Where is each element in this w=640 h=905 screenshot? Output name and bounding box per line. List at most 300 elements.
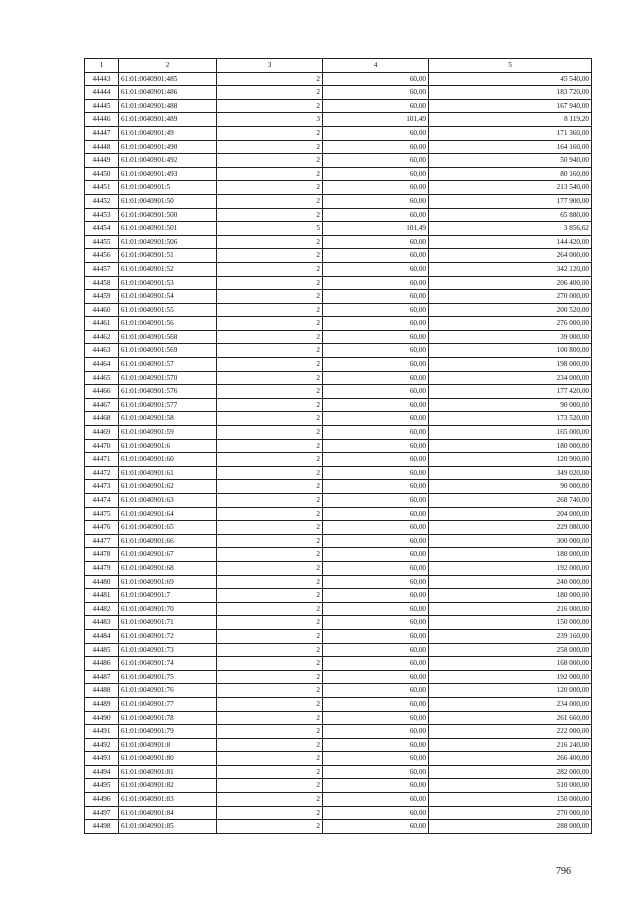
amount-value-cell: 39 000,00 xyxy=(429,330,592,344)
category-code-cell: 2 xyxy=(217,820,323,834)
table-row xyxy=(85,249,592,263)
rate-value-cell: 60,00 xyxy=(323,453,429,467)
rate-value-cell: 60,00 xyxy=(323,99,429,113)
column-header-5: 5 xyxy=(429,59,592,73)
rate-value-cell: 60,00 xyxy=(323,629,429,643)
table-row xyxy=(85,358,592,372)
rate-value-cell: 60,00 xyxy=(323,779,429,793)
cadastral-number-cell: 61:01:0040901:68 xyxy=(119,561,217,575)
amount-value-cell: 150 000,00 xyxy=(429,616,592,630)
cadastral-number-cell: 61:01:0040901:55 xyxy=(119,303,217,317)
category-code-cell: 2 xyxy=(217,194,323,208)
cadastral-number-cell: 61:01:0040901:490 xyxy=(119,140,217,154)
row-number-cell: 44493 xyxy=(85,752,119,766)
column-header-1: 1 xyxy=(85,59,119,73)
amount-value-cell: 222 000,00 xyxy=(429,725,592,739)
amount-value-cell: 276 000,00 xyxy=(429,317,592,331)
rate-value-cell: 60,00 xyxy=(323,194,429,208)
cadastral-number-cell: 61:01:0040901:489 xyxy=(119,113,217,127)
category-code-cell: 2 xyxy=(217,657,323,671)
category-code-cell: 2 xyxy=(217,453,323,467)
amount-value-cell: 192 000,00 xyxy=(429,561,592,575)
row-number-cell: 44472 xyxy=(85,466,119,480)
cadastral-number-cell: 61:01:0040901:493 xyxy=(119,167,217,181)
category-code-cell: 2 xyxy=(217,629,323,643)
cadastral-number-cell: 61:01:0040901:57 xyxy=(119,358,217,372)
rate-value-cell: 60,00 xyxy=(323,140,429,154)
amount-value-cell: 180 000,00 xyxy=(429,439,592,453)
amount-value-cell: 200 520,00 xyxy=(429,303,592,317)
row-number-cell: 44491 xyxy=(85,725,119,739)
row-number-cell: 44466 xyxy=(85,385,119,399)
row-number-cell: 44443 xyxy=(85,72,119,86)
table-row xyxy=(85,181,592,195)
amount-value-cell: 216 000,00 xyxy=(429,602,592,616)
rate-value-cell: 60,00 xyxy=(323,303,429,317)
amount-value-cell: 180 000,00 xyxy=(429,548,592,562)
cadastral-number-cell: 61:01:0040901:50 xyxy=(119,194,217,208)
rate-value-cell: 60,00 xyxy=(323,752,429,766)
category-code-cell: 2 xyxy=(217,521,323,535)
table-row xyxy=(85,507,592,521)
table-row xyxy=(85,303,592,317)
category-code-cell: 2 xyxy=(217,303,323,317)
cadastral-number-cell: 61:01:0040901:60 xyxy=(119,453,217,467)
category-code-cell: 2 xyxy=(217,684,323,698)
amount-value-cell: 510 000,00 xyxy=(429,779,592,793)
row-number-cell: 44452 xyxy=(85,194,119,208)
rate-value-cell: 60,00 xyxy=(323,561,429,575)
row-number-cell: 44450 xyxy=(85,167,119,181)
category-code-cell: 2 xyxy=(217,548,323,562)
table-row xyxy=(85,439,592,453)
row-number-cell: 44483 xyxy=(85,616,119,630)
row-number-cell: 44444 xyxy=(85,86,119,100)
rate-value-cell: 60,00 xyxy=(323,507,429,521)
row-number-cell: 44458 xyxy=(85,276,119,290)
category-code-cell: 2 xyxy=(217,167,323,181)
cadastral-number-cell: 61:01:0040901:485 xyxy=(119,72,217,86)
category-code-cell: 2 xyxy=(217,317,323,331)
rate-value-cell: 60,00 xyxy=(323,602,429,616)
amount-value-cell: 150 000,00 xyxy=(429,793,592,807)
rate-value-cell: 60,00 xyxy=(323,738,429,752)
cadastral-number-cell: 61:01:0040901:77 xyxy=(119,697,217,711)
table-row xyxy=(85,208,592,222)
row-number-cell: 44470 xyxy=(85,439,119,453)
category-code-cell: 2 xyxy=(217,385,323,399)
cadastral-number-cell: 61:01:0040901:66 xyxy=(119,534,217,548)
cadastral-number-cell: 61:01:0040901:76 xyxy=(119,684,217,698)
rate-value-cell: 60,00 xyxy=(323,358,429,372)
category-code-cell: 2 xyxy=(217,602,323,616)
cadastral-number-cell: 61:01:0040901:64 xyxy=(119,507,217,521)
amount-value-cell: 8 119,20 xyxy=(429,113,592,127)
table-row xyxy=(85,194,592,208)
column-header-2: 2 xyxy=(119,59,217,73)
cadastral-number-cell: 61:01:0040901:51 xyxy=(119,249,217,263)
rate-value-cell: 60,00 xyxy=(323,480,429,494)
table-row xyxy=(85,99,592,113)
amount-value-cell: 168 000,00 xyxy=(429,657,592,671)
table-row xyxy=(85,317,592,331)
rate-value-cell: 60,00 xyxy=(323,711,429,725)
category-code-cell: 2 xyxy=(217,330,323,344)
table-row xyxy=(85,548,592,562)
amount-value-cell: 282 000,00 xyxy=(429,765,592,779)
table-row xyxy=(85,602,592,616)
amount-value-cell: 204 000,00 xyxy=(429,507,592,521)
amount-value-cell: 240 000,00 xyxy=(429,575,592,589)
rate-value-cell: 60,00 xyxy=(323,793,429,807)
amount-value-cell: 173 520,00 xyxy=(429,412,592,426)
amount-value-cell: 213 540,00 xyxy=(429,181,592,195)
category-code-cell: 2 xyxy=(217,290,323,304)
row-number-cell: 44445 xyxy=(85,99,119,113)
cadastral-number-cell: 61:01:0040901:74 xyxy=(119,657,217,671)
row-number-cell: 44465 xyxy=(85,371,119,385)
rate-value-cell: 60,00 xyxy=(323,765,429,779)
page-number: 796 xyxy=(556,866,571,877)
category-code-cell: 2 xyxy=(217,494,323,508)
rate-value-cell: 60,00 xyxy=(323,616,429,630)
row-number-cell: 44489 xyxy=(85,697,119,711)
category-code-cell: 2 xyxy=(217,344,323,358)
rate-value-cell: 60,00 xyxy=(323,806,429,820)
row-number-cell: 44487 xyxy=(85,670,119,684)
table-row xyxy=(85,466,592,480)
table-row xyxy=(85,453,592,467)
rate-value-cell: 60,00 xyxy=(323,330,429,344)
registry-table xyxy=(84,58,592,834)
cadastral-number-cell: 61:01:0040901:69 xyxy=(119,575,217,589)
rate-value-cell: 60,00 xyxy=(323,126,429,140)
row-number-cell: 44485 xyxy=(85,643,119,657)
table-row xyxy=(85,725,592,739)
table-row xyxy=(85,670,592,684)
cadastral-number-cell: 61:01:0040901:492 xyxy=(119,154,217,168)
row-number-cell: 44462 xyxy=(85,330,119,344)
amount-value-cell: 342 120,00 xyxy=(429,262,592,276)
table-row xyxy=(85,113,592,127)
row-number-cell: 44476 xyxy=(85,521,119,535)
table-row xyxy=(85,385,592,399)
row-number-cell: 44455 xyxy=(85,235,119,249)
table-row xyxy=(85,684,592,698)
rate-value-cell: 60,00 xyxy=(323,426,429,440)
category-code-cell: 2 xyxy=(217,439,323,453)
rate-value-cell: 101,49 xyxy=(323,113,429,127)
row-number-cell: 44463 xyxy=(85,344,119,358)
category-code-cell: 2 xyxy=(217,697,323,711)
category-code-cell: 2 xyxy=(217,86,323,100)
amount-value-cell: 171 360,00 xyxy=(429,126,592,140)
row-number-cell: 44456 xyxy=(85,249,119,263)
amount-value-cell: 50 940,00 xyxy=(429,154,592,168)
table-row xyxy=(85,793,592,807)
table-row xyxy=(85,330,592,344)
category-code-cell: 2 xyxy=(217,371,323,385)
rate-value-cell: 60,00 xyxy=(323,276,429,290)
row-number-cell: 44449 xyxy=(85,154,119,168)
table-row xyxy=(85,534,592,548)
category-code-cell: 2 xyxy=(217,738,323,752)
amount-value-cell: 288 000,00 xyxy=(429,820,592,834)
rate-value-cell: 60,00 xyxy=(323,208,429,222)
cadastral-number-cell: 61:01:0040901:80 xyxy=(119,752,217,766)
row-number-cell: 44447 xyxy=(85,126,119,140)
rate-value-cell: 60,00 xyxy=(323,398,429,412)
row-number-cell: 44468 xyxy=(85,412,119,426)
cadastral-number-cell: 61:01:0040901:71 xyxy=(119,616,217,630)
amount-value-cell: 120 000,00 xyxy=(429,684,592,698)
category-code-cell: 2 xyxy=(217,765,323,779)
category-code-cell: 2 xyxy=(217,466,323,480)
row-number-cell: 44486 xyxy=(85,657,119,671)
rate-value-cell: 60,00 xyxy=(323,643,429,657)
category-code-cell: 2 xyxy=(217,670,323,684)
row-number-cell: 44496 xyxy=(85,793,119,807)
cadastral-number-cell: 61:01:0040901:63 xyxy=(119,494,217,508)
cadastral-number-cell: 61:01:0040901:58 xyxy=(119,412,217,426)
row-number-cell: 44479 xyxy=(85,561,119,575)
table-row xyxy=(85,765,592,779)
rate-value-cell: 60,00 xyxy=(323,670,429,684)
cadastral-number-cell: 61:01:0040901:506 xyxy=(119,235,217,249)
table-row xyxy=(85,616,592,630)
amount-value-cell: 229 080,00 xyxy=(429,521,592,535)
cadastral-number-cell: 61:01:0040901:8 xyxy=(119,738,217,752)
row-number-cell: 44460 xyxy=(85,303,119,317)
table-row xyxy=(85,412,592,426)
cadastral-number-cell: 61:01:0040901:54 xyxy=(119,290,217,304)
cadastral-number-cell: 61:01:0040901:49 xyxy=(119,126,217,140)
row-number-cell: 44477 xyxy=(85,534,119,548)
rate-value-cell: 60,00 xyxy=(323,684,429,698)
category-code-cell: 2 xyxy=(217,208,323,222)
rate-value-cell: 60,00 xyxy=(323,534,429,548)
table-row xyxy=(85,290,592,304)
cadastral-number-cell: 61:01:0040901:53 xyxy=(119,276,217,290)
category-code-cell: 2 xyxy=(217,262,323,276)
table-row xyxy=(85,72,592,86)
table-row xyxy=(85,126,592,140)
table-row xyxy=(85,589,592,603)
rate-value-cell: 60,00 xyxy=(323,385,429,399)
table-row xyxy=(85,222,592,236)
rate-value-cell: 60,00 xyxy=(323,725,429,739)
table-row xyxy=(85,262,592,276)
cadastral-number-cell: 61:01:0040901:79 xyxy=(119,725,217,739)
cadastral-number-cell: 61:01:0040901:75 xyxy=(119,670,217,684)
cadastral-number-cell: 61:01:0040901:6 xyxy=(119,439,217,453)
category-code-cell: 2 xyxy=(217,806,323,820)
amount-value-cell: 45 540,00 xyxy=(429,72,592,86)
cadastral-number-cell: 61:01:0040901:52 xyxy=(119,262,217,276)
category-code-cell: 2 xyxy=(217,412,323,426)
table-row xyxy=(85,643,592,657)
amount-value-cell: 300 000,00 xyxy=(429,534,592,548)
rate-value-cell: 60,00 xyxy=(323,439,429,453)
rate-value-cell: 60,00 xyxy=(323,371,429,385)
cadastral-number-cell: 61:01:0040901:501 xyxy=(119,222,217,236)
table-row xyxy=(85,371,592,385)
category-code-cell: 2 xyxy=(217,561,323,575)
cadastral-number-cell: 61:01:0040901:500 xyxy=(119,208,217,222)
row-number-cell: 44454 xyxy=(85,222,119,236)
category-code-cell: 2 xyxy=(217,398,323,412)
rate-value-cell: 60,00 xyxy=(323,344,429,358)
category-code-cell: 2 xyxy=(217,589,323,603)
cadastral-number-cell: 61:01:0040901:65 xyxy=(119,521,217,535)
row-number-cell: 44475 xyxy=(85,507,119,521)
cadastral-number-cell: 61:01:0040901:78 xyxy=(119,711,217,725)
rate-value-cell: 60,00 xyxy=(323,521,429,535)
table-row xyxy=(85,521,592,535)
cadastral-number-cell: 61:01:0040901:72 xyxy=(119,629,217,643)
cadastral-number-cell: 61:01:0040901:486 xyxy=(119,86,217,100)
table-row xyxy=(85,657,592,671)
cadastral-number-cell: 61:01:0040901:81 xyxy=(119,765,217,779)
category-code-cell: 2 xyxy=(217,779,323,793)
table-row xyxy=(85,738,592,752)
rate-value-cell: 60,00 xyxy=(323,154,429,168)
amount-value-cell: 183 720,00 xyxy=(429,86,592,100)
cadastral-number-cell: 61:01:0040901:59 xyxy=(119,426,217,440)
cadastral-number-cell: 61:01:0040901:62 xyxy=(119,480,217,494)
amount-value-cell: 164 160,00 xyxy=(429,140,592,154)
row-number-cell: 44471 xyxy=(85,453,119,467)
table-row xyxy=(85,276,592,290)
amount-value-cell: 90 000,00 xyxy=(429,480,592,494)
category-code-cell: 2 xyxy=(217,140,323,154)
category-code-cell: 2 xyxy=(217,181,323,195)
amount-value-cell: 206 400,00 xyxy=(429,276,592,290)
cadastral-number-cell: 61:01:0040901:7 xyxy=(119,589,217,603)
table-row xyxy=(85,575,592,589)
row-number-cell: 44446 xyxy=(85,113,119,127)
amount-value-cell: 234 000,00 xyxy=(429,371,592,385)
amount-value-cell: 234 000,00 xyxy=(429,697,592,711)
column-header-3: 3 xyxy=(217,59,323,73)
cadastral-number-cell: 61:01:0040901:83 xyxy=(119,793,217,807)
table-row xyxy=(85,779,592,793)
amount-value-cell: 177 900,00 xyxy=(429,194,592,208)
cadastral-number-cell: 61:01:0040901:85 xyxy=(119,820,217,834)
category-code-cell: 2 xyxy=(217,426,323,440)
rate-value-cell: 60,00 xyxy=(323,317,429,331)
table-row xyxy=(85,167,592,181)
cadastral-number-cell: 61:01:0040901:568 xyxy=(119,330,217,344)
row-number-cell: 44495 xyxy=(85,779,119,793)
category-code-cell: 2 xyxy=(217,507,323,521)
amount-value-cell: 261 660,00 xyxy=(429,711,592,725)
amount-value-cell: 192 000,00 xyxy=(429,670,592,684)
category-code-cell: 2 xyxy=(217,276,323,290)
row-number-cell: 44461 xyxy=(85,317,119,331)
category-code-cell: 2 xyxy=(217,575,323,589)
rate-value-cell: 60,00 xyxy=(323,235,429,249)
amount-value-cell: 120 900,00 xyxy=(429,453,592,467)
row-number-cell: 44451 xyxy=(85,181,119,195)
category-code-cell: 2 xyxy=(217,616,323,630)
category-code-cell: 2 xyxy=(217,725,323,739)
rate-value-cell: 60,00 xyxy=(323,466,429,480)
cadastral-number-cell: 61:01:0040901:67 xyxy=(119,548,217,562)
amount-value-cell: 239 160,00 xyxy=(429,629,592,643)
rate-value-cell: 60,00 xyxy=(323,290,429,304)
category-code-cell: 2 xyxy=(217,72,323,86)
cadastral-number-cell: 61:01:0040901:576 xyxy=(119,385,217,399)
cadastral-number-cell: 61:01:0040901:5 xyxy=(119,181,217,195)
amount-value-cell: 216 240,00 xyxy=(429,738,592,752)
amount-value-cell: 80 160,00 xyxy=(429,167,592,181)
row-number-cell: 44469 xyxy=(85,426,119,440)
category-code-cell: 2 xyxy=(217,249,323,263)
rate-value-cell: 60,00 xyxy=(323,575,429,589)
category-code-cell: 2 xyxy=(217,235,323,249)
cadastral-number-cell: 61:01:0040901:570 xyxy=(119,371,217,385)
row-number-cell: 44478 xyxy=(85,548,119,562)
row-number-cell: 44459 xyxy=(85,290,119,304)
rate-value-cell: 60,00 xyxy=(323,262,429,276)
row-number-cell: 44467 xyxy=(85,398,119,412)
amount-value-cell: 349 020,00 xyxy=(429,466,592,480)
amount-value-cell: 65 880,00 xyxy=(429,208,592,222)
row-number-cell: 44492 xyxy=(85,738,119,752)
rate-value-cell: 60,00 xyxy=(323,167,429,181)
table-row xyxy=(85,154,592,168)
row-number-cell: 44494 xyxy=(85,765,119,779)
table-row xyxy=(85,806,592,820)
rate-value-cell: 60,00 xyxy=(323,820,429,834)
row-number-cell: 44490 xyxy=(85,711,119,725)
rate-value-cell: 60,00 xyxy=(323,494,429,508)
amount-value-cell: 100 800,00 xyxy=(429,344,592,358)
category-code-cell: 2 xyxy=(217,643,323,657)
amount-value-cell: 198 000,00 xyxy=(429,358,592,372)
cadastral-number-cell: 61:01:0040901:56 xyxy=(119,317,217,331)
cadastral-number-cell: 61:01:0040901:82 xyxy=(119,779,217,793)
amount-value-cell: 165 000,00 xyxy=(429,426,592,440)
rate-value-cell: 101,49 xyxy=(323,222,429,236)
table-row xyxy=(85,480,592,494)
table-row xyxy=(85,494,592,508)
row-number-cell: 44480 xyxy=(85,575,119,589)
category-code-cell: 2 xyxy=(217,480,323,494)
category-code-cell: 2 xyxy=(217,126,323,140)
table-row xyxy=(85,629,592,643)
amount-value-cell: 90 000,00 xyxy=(429,398,592,412)
category-code-cell: 2 xyxy=(217,99,323,113)
category-code-cell: 5 xyxy=(217,222,323,236)
column-header-4: 4 xyxy=(323,59,429,73)
rate-value-cell: 60,00 xyxy=(323,72,429,86)
table-row xyxy=(85,561,592,575)
amount-value-cell: 270 000,00 xyxy=(429,290,592,304)
row-number-cell: 44488 xyxy=(85,684,119,698)
amount-value-cell: 258 000,00 xyxy=(429,643,592,657)
row-number-cell: 44473 xyxy=(85,480,119,494)
table-row xyxy=(85,86,592,100)
amount-value-cell: 266 400,00 xyxy=(429,752,592,766)
rate-value-cell: 60,00 xyxy=(323,697,429,711)
table-row xyxy=(85,426,592,440)
cadastral-number-cell: 61:01:0040901:488 xyxy=(119,99,217,113)
amount-value-cell: 268 740,00 xyxy=(429,494,592,508)
category-code-cell: 2 xyxy=(217,358,323,372)
amount-value-cell: 144 420,00 xyxy=(429,235,592,249)
